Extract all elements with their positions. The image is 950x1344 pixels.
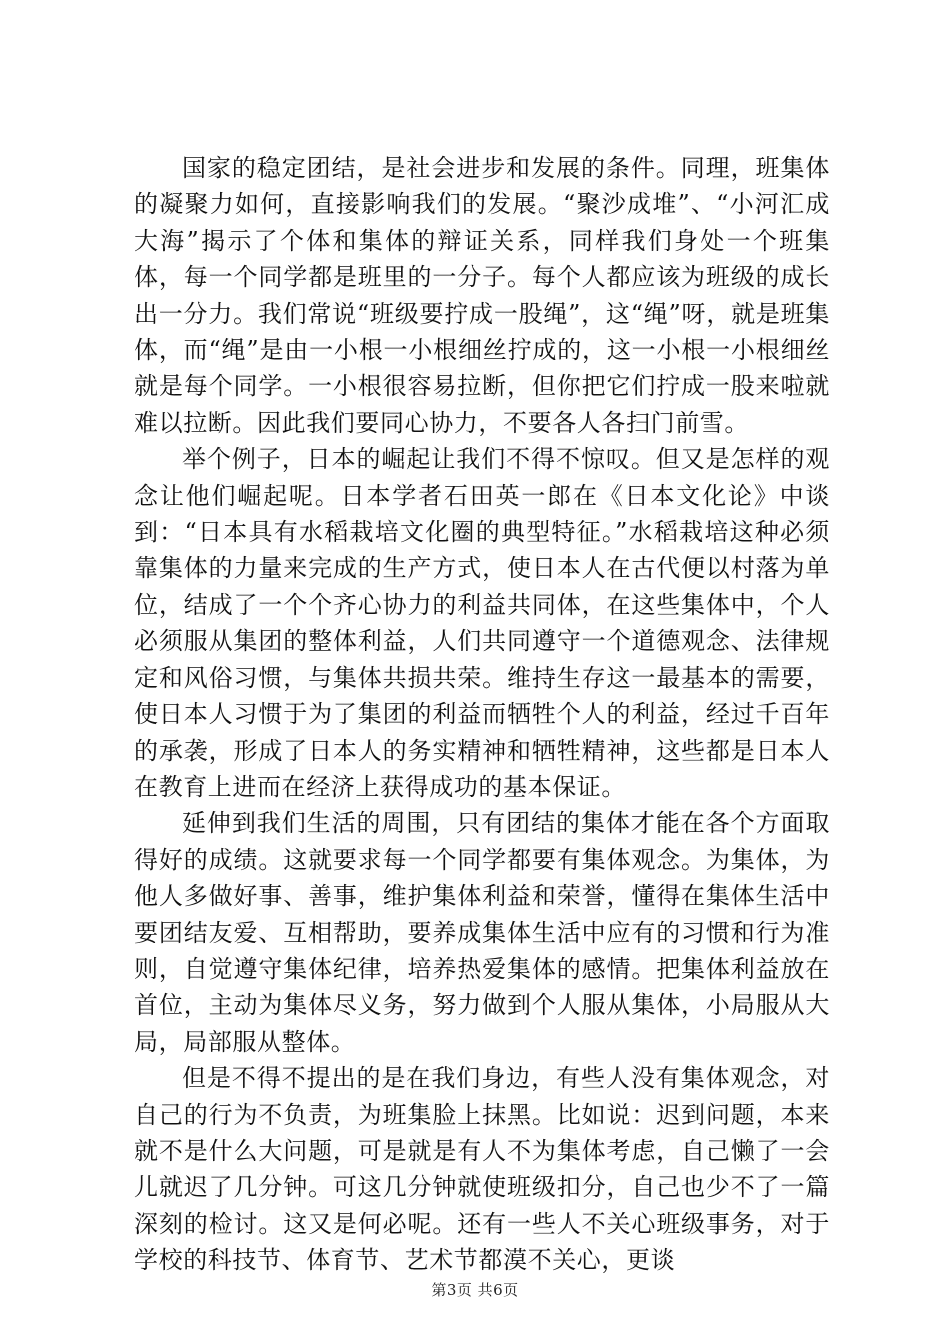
paragraph-3: 延伸到我们生活的周围，只有团结的集体才能在各个方面取得好的成绩。这就要求每一个同学都要有集体观念。为集体，为他人多做好事、善事，维护集体利益和荣誉，懂得在集体生活中要团结友爱、互相帮助，要养成集体生活中应有的习惯和行为准则，自觉遵守集体纪律，培养热爱集体的感情。把集体利益放在首位，主动为集体尽义务，努力做到个人服从集体，小局服从大局，局部服从整体。 xyxy=(134,809,830,1056)
document-body xyxy=(134,150,830,1279)
paragraph-4: 但是不得不提出的是在我们身边，有些人没有集体观念，对自己的行为不负责，为班集脸上抹黑。比如说：迟到问题，本来就不是什么大问题，可是就是有人不为集体考虑，自己懒了一会儿就迟了几分钟。可这几分钟就使班级扣分，自己也少不了一篇深刻的检讨。这又是何必呢。还有一些人不关心班级事务，对于学校的科技节、体育节、艺术节都漠不关心，更谈 xyxy=(134,1064,830,1275)
paragraph-2: 举个例子，日本的崛起让我们不得不惊叹。但又是怎样的观念让他们崛起呢。日本学者石田英一郎在《日本文化论》中谈到：“日本具有水稻栽培文化圈的典型特征。”水稻栽培这种必须靠集体的力量来完成的生产方式，使日本人在古代便以村落为单位，结成了一个个齐心协力的利益共同体，在这些集体中，个人必须服从集团的整体利益，人们共同遵守一个道德观念、法律规定和风俗习惯，与集体共损共荣。维持生存这一最基本的需要，使日本人习惯于为了集团的利益而牺牲个人的利益，经过千百年的承袭，形成了日本人的务实精神和牺牲精神，这些都是日本人在教育上进而在经济上获得成功的基本保证。 xyxy=(134,445,830,801)
paragraph-1: 国家的稳定团结，是社会进步和发展的条件。同理，班集体的凝聚力如何，直接影响我们的发展。“聚沙成堆”、“小河汇成大海”揭示了个体和集体的辩证关系，同样我们身处一个班集体，每一个同学都是班里的一分子。每个人都应该为班级的成长出一分力。我们常说“班级要拧成一股绳”，这“绳”呀，就是班集体，而“绳”是由一小根一小根细丝拧成的，这一小根一小根细丝就是每个同学。一小根很容易拉断，但你把它们拧成一股来啦就难以拉断。因此我们要同心协力，不要各人各扫门前雪。 xyxy=(134,154,830,437)
page-number-footer: 第3页 共6页 xyxy=(431,1281,519,1299)
